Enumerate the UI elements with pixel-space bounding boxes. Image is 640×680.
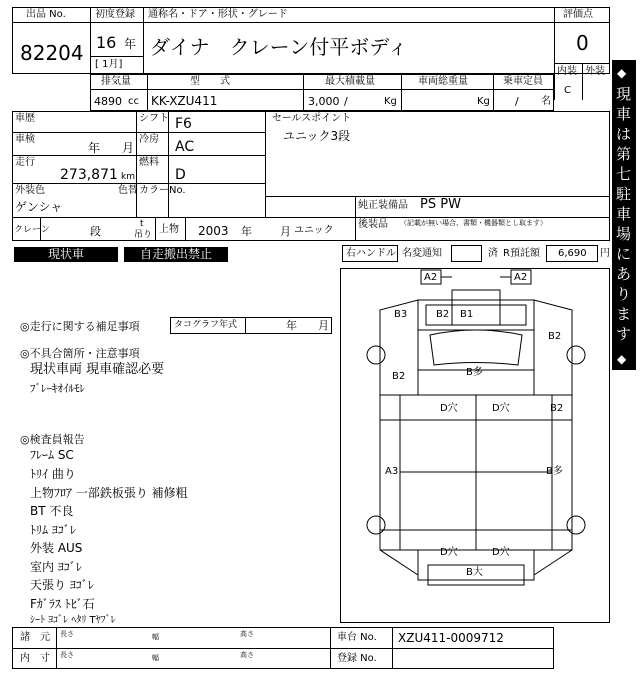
damage-label: B2	[548, 331, 562, 342]
ac-value: AC	[175, 139, 195, 155]
damage-label: B2	[392, 371, 406, 382]
interior-dim-label: 内 寸	[20, 653, 50, 664]
damage-label: D穴	[492, 547, 510, 558]
length-label: 長さ	[60, 651, 74, 659]
upper-year-unit: 年	[241, 225, 252, 238]
recycle-prefix: 済	[488, 248, 498, 259]
displacement-label: 排気量	[101, 76, 131, 87]
damage-label: B3	[394, 309, 408, 320]
mileage-value: 273,871	[60, 167, 118, 183]
damage-label: A3	[385, 466, 399, 477]
damage-label: B1	[460, 309, 474, 320]
diamond-icon: ◆	[617, 352, 627, 366]
gross-weight-unit: Kg	[477, 96, 490, 107]
inspector-line: ﾄﾘﾑ ﾖｺﾞﾚ	[30, 523, 76, 537]
capacity-label: 乗車定員	[503, 76, 543, 87]
inspection-label: 車検	[15, 134, 35, 145]
interior-value: C	[564, 85, 571, 96]
inspector-line: Fｶﾞﾗｽ ﾄﾋﾞ石	[30, 597, 95, 611]
year-unit: 年	[124, 37, 137, 51]
width-label: 幅	[152, 654, 159, 662]
no-self-drive-badge: 自走搬出禁止	[124, 247, 228, 262]
length-label: 長さ	[60, 630, 74, 638]
damage-label: D穴	[440, 547, 458, 558]
displacement-value: 4890	[94, 95, 122, 108]
interior-label: 内装	[557, 66, 577, 77]
driving-notes-title: ◎走行に関する補足事項	[20, 320, 140, 333]
upper-year: 2003	[198, 224, 229, 238]
inspector-line: ｼｰﾄ ﾖｺﾞﾚ ﾍﾀﾘ Tﾔﾌﾞﾚ	[30, 615, 116, 626]
damage-label: D穴	[440, 403, 458, 414]
mileage-unit: km	[121, 172, 135, 182]
lot-label: 出品 No.	[26, 9, 66, 20]
inspector-line: 室内 ﾖｺﾞﾚ	[30, 560, 82, 574]
inspection-year: 年	[88, 141, 101, 155]
location-banner	[612, 60, 636, 370]
aftermarket-label: 後装品	[358, 219, 388, 230]
inspector-line: BT 不良	[30, 504, 74, 518]
crane-hanging: 吊り	[134, 230, 153, 240]
first-reg-month: [ 1月]	[95, 59, 123, 70]
history-label: 車歴	[15, 113, 35, 124]
upper-label: 上物	[159, 224, 179, 235]
max-load-value: 3,000	[308, 95, 340, 108]
aftermarket-note: （記載が無い場合、書類・機器類とし取ます）	[400, 219, 547, 227]
registration-label: 登録 No.	[337, 653, 377, 664]
model-code-label: 型 式	[190, 76, 230, 87]
height-label: 高さ	[240, 651, 254, 659]
model-name-label: 通称名・ドア・形状・グレード	[148, 9, 288, 20]
max-load-unit: Kg	[384, 96, 397, 107]
upper-maker: ユニック	[294, 225, 334, 236]
damage-label: B多	[546, 466, 563, 477]
crane-stage-unit: 段	[90, 225, 101, 238]
sales-point-value: ユニック3段	[283, 129, 351, 143]
capacity-unit: 名	[541, 96, 551, 107]
first-reg-label: 初度登録	[95, 9, 135, 20]
color-no-label: 色替	[118, 185, 138, 196]
damage-label: A2	[424, 272, 438, 283]
inspector-line: ﾌﾚｰﾑ SC	[30, 448, 74, 462]
steering-label: 右ハンドル	[346, 248, 396, 259]
damage-label: A2	[514, 272, 528, 283]
displacement-unit: cc	[128, 96, 139, 107]
inspector-line: 上物ﾌﾛｱ 一部鉄板張り 補修粗	[30, 486, 188, 500]
upper-month-unit: 月	[280, 225, 291, 238]
fuel-label: 燃料	[139, 157, 159, 168]
recycle-label: R預託額	[503, 248, 540, 259]
defects-title: ◎不具合箇所・注意事項	[20, 347, 140, 360]
inspector-line: ﾄﾘｲ 曲り	[30, 467, 76, 481]
inspection-month: 月	[122, 141, 135, 155]
color-no-sub: カラーNo.	[139, 185, 186, 196]
inspector-title: ◎検査員報告	[20, 433, 85, 446]
sales-point-label: セールスポイント	[272, 113, 352, 124]
model-code-value: KK-XZU411	[151, 94, 218, 108]
tachograph-month: 月	[318, 319, 329, 332]
exterior-label: 外装	[585, 66, 605, 77]
max-load-label: 最大積載量	[325, 76, 375, 87]
inspector-line: 外装 AUS	[30, 541, 83, 555]
capacity-slash: /	[515, 95, 519, 108]
defect-line: 現状車両 現車確認必要	[30, 362, 165, 377]
rating-label: 評価点	[563, 9, 593, 20]
lot-number: 82204	[20, 41, 84, 65]
height-label: 高さ	[240, 630, 254, 638]
title-change-label: 名変通知	[402, 248, 442, 259]
chassis-label: 車台 No.	[337, 632, 377, 643]
first-reg-year: 16	[96, 33, 117, 52]
inspector-line: 天張り ﾖｺﾞﾚ	[30, 578, 94, 592]
damage-label: B2	[436, 309, 450, 320]
damage-label: B多	[466, 367, 483, 378]
fuel-value: D	[175, 167, 186, 183]
diamond-icon: ◆	[617, 66, 627, 80]
gross-weight-label: 車両総重量	[418, 76, 468, 87]
max-load-slash: /	[344, 95, 348, 108]
banner-text: 現車は第七駐車場にあります	[616, 85, 632, 343]
color-label: 外装色	[15, 185, 45, 196]
tachograph-label: タコグラフ年式	[174, 320, 238, 330]
damage-label: D穴	[492, 403, 510, 414]
crane-ton-unit: t	[140, 219, 144, 229]
chassis-value: XZU411-0009712	[398, 631, 504, 645]
damage-label: B大	[466, 567, 483, 578]
width-label: 幅	[152, 633, 159, 641]
shift-value: F6	[175, 116, 192, 132]
current-car-badge: 現状車	[14, 247, 118, 262]
color-value: ゲンシャ	[15, 200, 63, 214]
ac-label: 冷房	[139, 134, 159, 145]
model-name: ダイナ クレーン付平ボディ	[150, 35, 408, 59]
damage-label: B2	[550, 403, 564, 414]
dimensions-label: 諸 元	[20, 632, 50, 643]
equipment-value: PS PW	[420, 197, 461, 212]
recycle-unit: 円	[600, 248, 610, 259]
shift-label: シフト	[139, 113, 169, 124]
crane-label: クレーン	[14, 225, 50, 235]
mileage-label: 走行	[15, 157, 35, 168]
recycle-value: 6,690	[558, 248, 587, 259]
rating-value: 0	[576, 31, 589, 55]
tachograph-year: 年	[286, 319, 297, 332]
defect-line: ﾌﾞﾚｰｷｵｲﾙﾓﾚ	[30, 382, 85, 395]
equipment-label: 純正装備品	[358, 200, 408, 211]
